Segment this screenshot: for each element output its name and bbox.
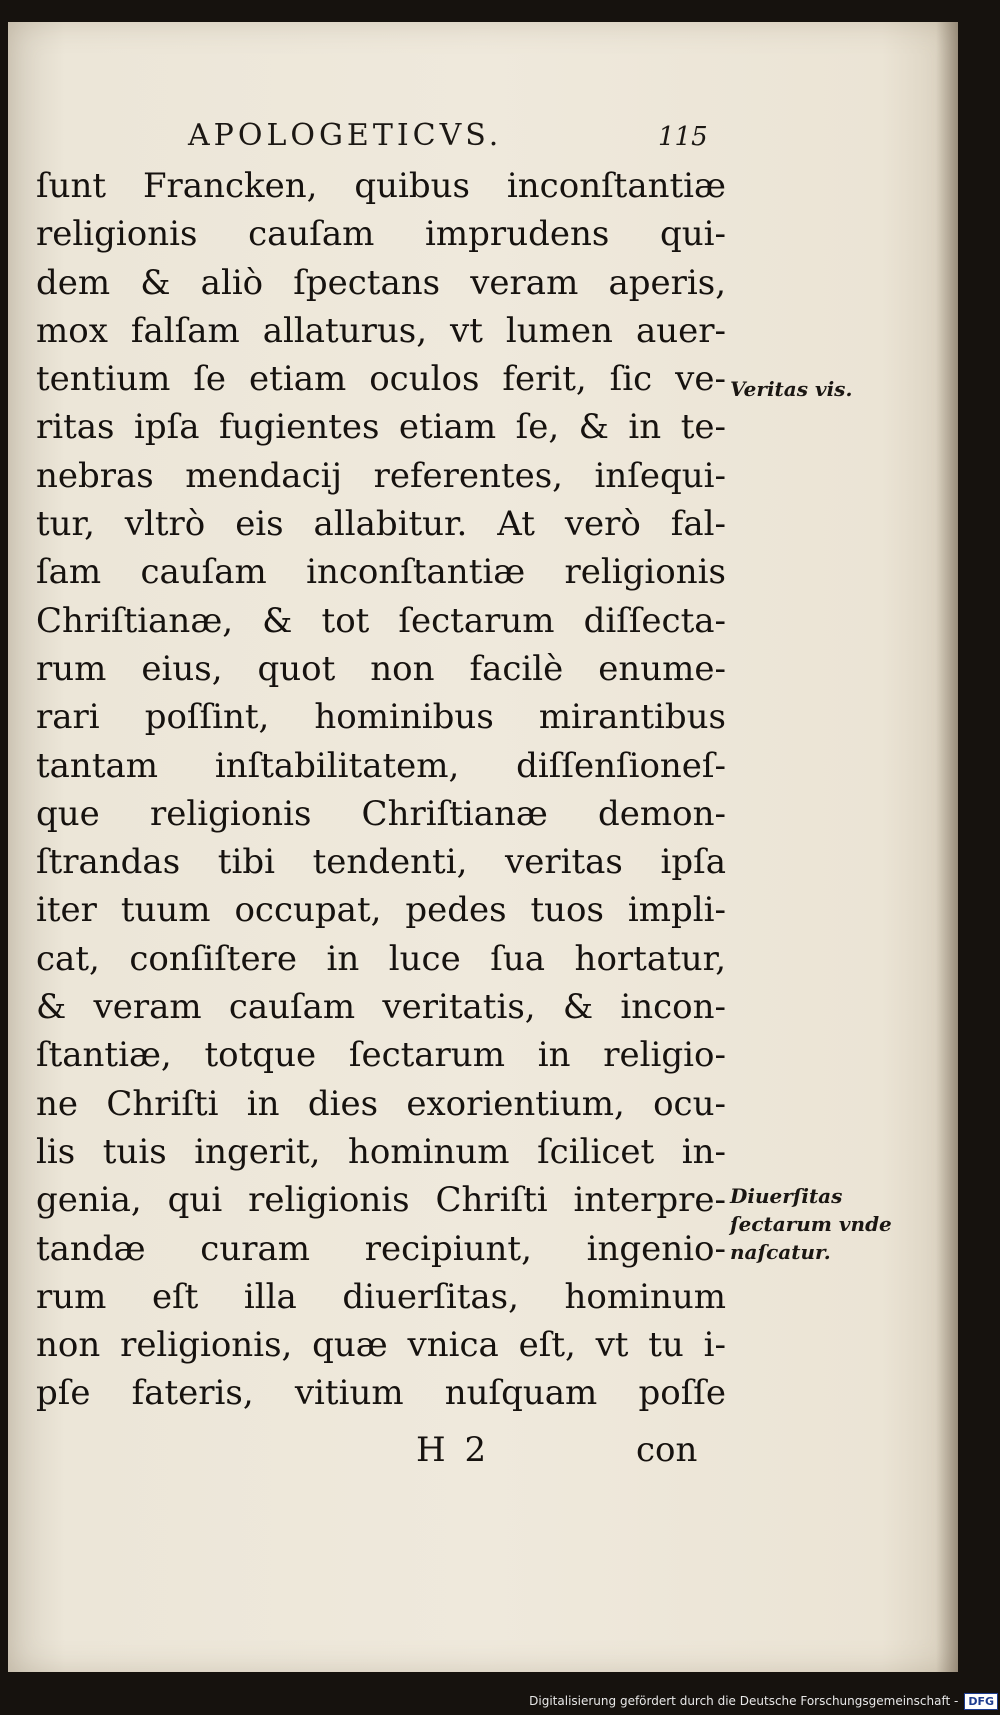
text-line: rari poſſint, hominibus mirantibus <box>36 697 726 738</box>
text-line: rum eſt illa diuerſitas, hominum <box>36 1276 726 1317</box>
page-number: 115 <box>658 122 708 152</box>
funding-text: Digitalisierung gefördert durch die Deutsche Forschungsgemeinschaft - <box>529 1694 959 1708</box>
text-line: ne Chriſti in dies exorientium, ocu- <box>36 1083 726 1124</box>
text-line: nebras mendacij referentes, inſequi- <box>36 455 726 496</box>
text-line: rum eius, quot non facilè enume- <box>36 648 726 689</box>
dfg-logo: DFG <box>964 1693 998 1710</box>
text-line: tandæ curam recipiunt, ingenio- <box>36 1228 726 1269</box>
text-line: tentium ſe etiam oculos ferit, ſic ve- <box>36 359 726 400</box>
text-line: mox falſam allaturus, vt lumen auer- <box>36 310 726 351</box>
text-line: tantam inſtabilitatem, diſſenſioneſ- <box>36 745 726 786</box>
text-line: cat, conſiſtere in luce ſua hortatur, <box>36 938 726 979</box>
margin-note-diversitas: Diuerſitas ſectarum vnde naſcatur. <box>730 1184 892 1264</box>
margin-note-veritas: Veritas vis. <box>730 377 853 401</box>
text-line: ſtantiæ, totque ſectarum in religio- <box>36 1035 726 1076</box>
text-line: dem & aliò ſpectans veram aperis, <box>36 262 726 303</box>
text-line: religionis cauſam imprudens qui- <box>36 214 726 255</box>
text-line: non religionis, quæ vnica eſt, vt tu i- <box>36 1325 726 1366</box>
text-line: genia, qui religionis Chriſti interpre- <box>36 1180 726 1221</box>
text-line: lis tuis ingerit, hominum ſcilicet in- <box>36 1131 726 1172</box>
text-line: ritas ipſa fugientes etiam ſe, & in te- <box>36 407 726 448</box>
text-line: que religionis Chriſtianæ demon- <box>36 793 726 834</box>
text-line: iter tuum occupat, pedes tuos impli- <box>36 890 726 931</box>
text-line: ſam cauſam inconſtantiæ religionis <box>36 552 726 593</box>
text-line: pſe fateris, vitium nuſquam poſſe <box>36 1373 726 1414</box>
signature-mark: H 2 <box>416 1430 491 1470</box>
page-edge-shadow <box>936 22 958 1672</box>
text-line: ſunt Francken, quibus inconſtantiæ <box>36 166 726 206</box>
text-line: tur, vltrò eis allabitur. At verò fal- <box>36 504 726 545</box>
running-head: APOLOGETICVS. <box>188 118 503 153</box>
text-line: & veram cauſam veritatis, & incon- <box>36 987 726 1028</box>
catchword: con <box>636 1430 698 1470</box>
funding-footer <box>529 1689 998 1713</box>
book-page <box>8 22 958 1672</box>
text-line: ſtrandas tibi tendenti, veritas ipſa <box>36 842 726 883</box>
text-line: Chriſtianæ, & tot ſectarum diſſecta- <box>36 600 726 641</box>
body-text <box>36 162 736 1418</box>
